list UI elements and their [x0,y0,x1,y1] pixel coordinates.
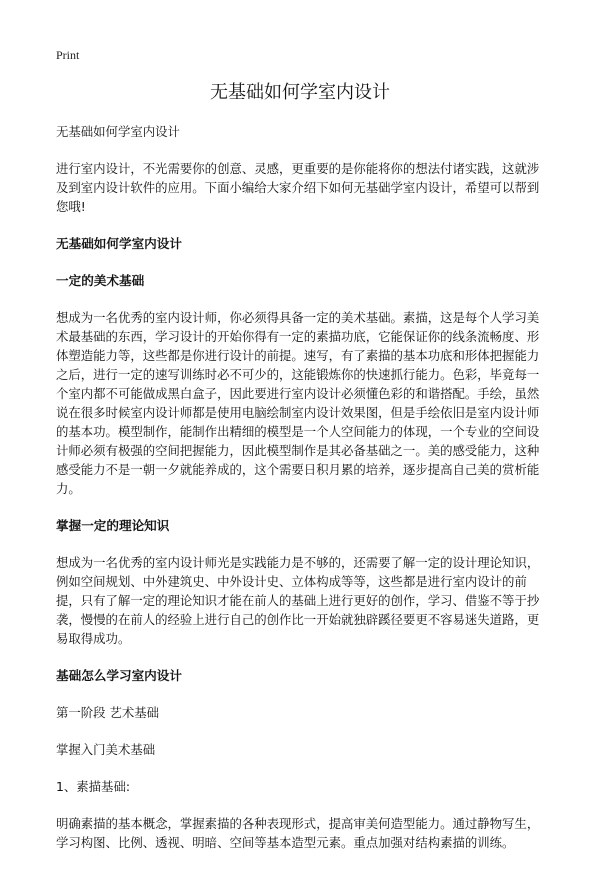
paragraph-theory: 想成为一名优秀的室内设计师光是实践能力是不够的，还需要了解一定的设计理论知识，例如空间规划、中外建筑史、中外设计史、立体构成等等，这些都是进行室内设计的前提，只有了解一定的理论知识才能在前人的基础上进行更好的创作，学习、借鉴不等于抄袭，慢慢的在前人的经验上进行自己的创作比一开始就独辟蹊径要更不容易迷失道路，更易取得成功。 [56,555,540,646]
page-title: 无基础如何学室内设计 [210,82,390,103]
item-sketch-label: 1、素描基础: [56,779,131,794]
stage-one-label: 第一阶段 艺术基础 [56,705,160,720]
article-subtitle: 无基础如何学室内设计 [56,124,180,139]
heading-theory: 掌握一定的理论知识 [56,518,170,533]
paragraph-art-foundation: 想成为一名优秀的室内设计师，你必须得具备一定的美术基础。素描，这是每个人学习美术最基础的东西，学习设计的开始你得有一定的素描功底，它能保证你的线条流畅度、形体塑造能力等，这些都是你进行设计的前提。速写，有了素描的基本功底和形体把握能力之后，进行一定的速写训练时必不可少的，这能锻炼你的快速抓行能力。色彩，毕竟每一个室内都不可能做成黑白盒子，因此要进行室内设计必须懂色彩的和谐搭配。手绘，虽然说在很多时候室内设计师都是使用电脑绘制室内设计效果图，但是手绘依旧是室内设计师的基本功。模型制作，能制作出精细的模型是一个人空间能力的体现，一个专业的空间设计师必须有极强的空间把握能力，因此模型制作是其必备基础之一。美的感受能力，这种感受能力不是一朝一夕就能养成的，这个需要日积月累的培养，逐步提高自己美的赏析能力。 [56,310,540,496]
stage-one-subtitle: 掌握入门美术基础 [56,742,156,757]
item-sketch-paragraph: 明确素描的基本概念，掌握素描的各种表现形式，提高审美何造型能力。通过静物写生，学习构图、比例、透视、明暗、空间等基本造型元素。重点加强对结构素描的训练。 [56,816,540,850]
article-body [56,122,548,870]
intro-paragraph: 进行室内设计，不光需要你的创意、灵感，更重要的是你能将你的想法付诸实践，这就涉及到室内设计软件的应用。下面小编给大家介绍下如何无基础学室内设计，希望可以帮到您哦! [56,161,540,214]
section-heading: 无基础如何学室内设计 [56,236,182,251]
print-link[interactable]: Print [56,48,80,62]
heading-how-to-learn: 基础怎么学习室内设计 [56,668,182,683]
heading-art-foundation: 一定的美术基础 [56,273,145,288]
